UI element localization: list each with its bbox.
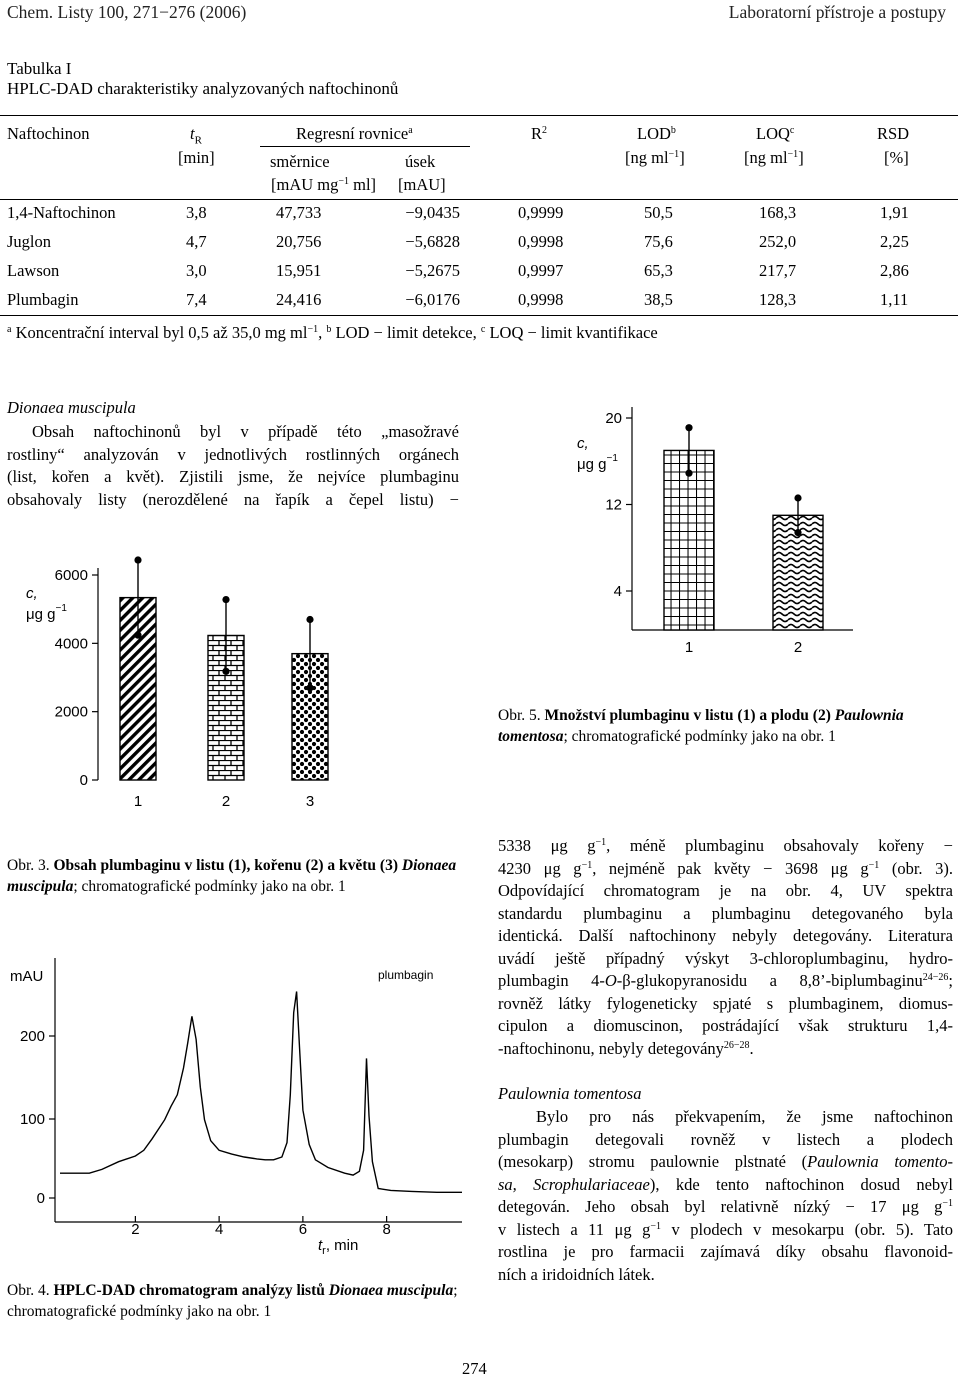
cell-usek: −9,0435	[405, 203, 460, 222]
col-header-loq-unit: [ng $ml^{-1}$]	[744, 148, 804, 167]
page-number: 274	[462, 1359, 487, 1378]
obr5-ylabel: c,	[577, 435, 589, 452]
cell-usek: −5,6828	[405, 232, 460, 251]
error-cap-top	[222, 596, 229, 603]
cell-r2: 0,9997	[518, 261, 564, 280]
y-tick-label: 100	[19, 1111, 45, 1128]
cell-tr: 7,4	[186, 290, 207, 309]
cell-loq: 168,3	[759, 203, 797, 222]
regresni-subrule	[260, 146, 470, 147]
x-tick-label: 8	[382, 1221, 391, 1238]
paragraph-line: sa, Scrophulariaceae), kde tento naftochinon dosud nebyl	[498, 1174, 953, 1194]
cell-rsd: 1,91	[880, 203, 909, 222]
cell-r2: 0,9999	[518, 203, 564, 222]
y-tick-label: 4000	[54, 635, 88, 653]
axes	[55, 567, 98, 789]
col-header-r2: $R^2$	[531, 124, 548, 143]
paragraph-line: Bylo pro nás překvapením, že jsme naftochinon	[536, 1107, 953, 1126]
x-tick-label: 2	[793, 639, 803, 656]
obr4-chromatogram	[0, 940, 470, 1270]
col-header-usek: úsek	[405, 152, 436, 171]
obr5-caption: Obr. 5. Množství plumbaginu v listu (1) a plodu (2) Paulownia tomentosa; chromatografické podmínky jako na obr. 1	[498, 707, 904, 745]
cell-name: Plumbagin	[7, 290, 79, 309]
paragraph-line: (list, kořen a květ). Zjistili jsme, že nejvíce plumbaginu	[7, 467, 459, 486]
cell-smernice: 20,756	[276, 232, 322, 251]
cell-rsd: 2,25	[880, 232, 909, 251]
dionaea-paragraph	[7, 421, 459, 511]
axes	[20, 958, 462, 1238]
x-tick-label: 3	[305, 793, 315, 810]
cell-tr: 4,7	[186, 232, 207, 251]
col-header-rsd-unit: [%]	[884, 148, 909, 167]
error-cap-top	[306, 616, 313, 623]
x-tick-label: 1	[133, 793, 143, 810]
table-caption-title: Tabulka I	[7, 59, 72, 78]
section-heading-paulownia: Paulownia tomentosa	[498, 1084, 642, 1103]
paragraph-line: identická. Další naftochinony nebyly detegovány. Literatura	[498, 926, 953, 945]
error-cap-top	[685, 424, 692, 431]
cell-name: 1,4-Naftochinon	[7, 203, 116, 222]
cell-name: Lawson	[7, 261, 60, 280]
table-row	[0, 261, 958, 290]
cell-smernice: 47,733	[276, 203, 322, 222]
paragraph-line: Odpovídající chromatogram je na obr. 4, UV spektra	[498, 881, 953, 900]
error-cap-bottom	[794, 529, 801, 536]
paragraph-line: ních a iridoidních látek.	[498, 1264, 655, 1284]
table-top-rule	[0, 115, 958, 116]
running-header-right: Laboratorní přístroje a postupy	[728, 2, 946, 22]
bars	[664, 424, 823, 656]
y-tick-label: 0	[79, 772, 88, 789]
table-row	[0, 203, 958, 232]
error-cap-bottom	[222, 668, 229, 675]
y-tick-label: 6000	[54, 567, 88, 584]
paragraph-line: -naftochinonu, nebyly detegovány$^{26-28}$.	[498, 1038, 754, 1058]
cell-smernice: 15,951	[276, 261, 322, 280]
cell-lod: 38,5	[644, 290, 673, 309]
obr3-ylabel-unit: μg $g^{-1}$	[26, 603, 67, 623]
cell-rsd: 2,86	[880, 261, 909, 280]
cell-loq: 128,3	[759, 290, 797, 309]
paragraph-line: standardu plumbaginu a plumbaginu detegovaného byla	[498, 903, 953, 923]
col-header-tr: $t_R$	[190, 124, 202, 147]
cell-name: Juglon	[7, 232, 52, 251]
paragraph-line: obsahovaly listy (nerozdělené na řapík a čepel listu) −	[7, 489, 459, 509]
cell-tr: 3,0	[186, 261, 207, 280]
chromatogram-trace	[60, 992, 462, 1193]
error-cap-top	[134, 556, 141, 563]
obr5-ylabel-unit: μg $g^{-1}$	[577, 453, 618, 473]
cell-r2: 0,9998	[518, 290, 564, 309]
cell-tr: 3,8	[186, 203, 207, 222]
error-cap-bottom	[685, 470, 692, 477]
bars	[120, 556, 328, 810]
table-footnote: $^a$ Koncentrační interval byl 0,5 až 35,0 mg $ml^{-1}$, $^b$ LOD − limit detekce, $^c$ LOQ − limit kvantifikace	[7, 323, 658, 342]
col-header-lod: LOD$^b$	[637, 124, 676, 143]
paulownia-paragraph	[498, 1106, 953, 1286]
table-row	[0, 232, 958, 261]
cell-rsd: 1,11	[880, 290, 909, 309]
running-header-left: Chem. Listy 100, 271−276 (2006)	[7, 2, 247, 22]
y-tick-label: 0	[36, 1190, 45, 1207]
obr3-caption: Obr. 3. Obsah plumbaginu v listu (1), kořenu (2) a květu (3) Dionaea muscipula; chromatografické podmínky jako na obr. 1	[7, 857, 457, 895]
col-header-naftochinon: Naftochinon	[7, 124, 90, 143]
col-header-lod-unit: [ng $ml^{-1}$]	[625, 148, 685, 167]
obr4-ylabel: mAU	[10, 968, 44, 985]
error-cap-bottom	[306, 684, 313, 691]
paragraph-line: Obsah naftochinonů byl v případě této „masožravé	[32, 422, 459, 441]
table-caption-text: HPLC-DAD charakteristiky analyzovaných naftochinonů	[7, 79, 399, 98]
paragraph-line: cipulon a diomuscinon, postrádající však strukturu 1,4-	[498, 1016, 953, 1035]
paragraph-line: (mesokarp) stromu paulownie plstnaté (Paulownia tomento-	[498, 1152, 953, 1171]
table-bottom-rule	[0, 315, 958, 316]
x-tick-label: 2	[221, 793, 231, 810]
cell-smernice: 24,416	[276, 290, 322, 309]
y-tick-label: 4	[613, 583, 622, 600]
error-cap-bottom	[134, 632, 141, 639]
col-header-tr-unit: [min]	[178, 148, 215, 167]
body-paragraph-results	[498, 835, 953, 1060]
obr4-xlabel: $t_r$, min	[318, 1237, 359, 1257]
paragraph-line: 4230 μg $g^{-1}$, nejméně pak květy − 3698 μg $g^{-1}$ (obr. 3).	[498, 858, 953, 878]
peak-annotation: plumbagin	[378, 968, 434, 982]
paragraph-line: detegován. Jeho obsah byl relativně nízký − 17 μg $g^{-1}$	[498, 1197, 953, 1216]
y-tick-label: 20	[605, 410, 622, 427]
cell-loq: 252,0	[759, 232, 797, 251]
cell-usek: −5,2675	[405, 261, 460, 280]
cell-lod: 75,6	[644, 232, 673, 251]
paragraph-line: uvádí ještě případný výskyt 3-chloroplumbaginu, hydro-	[498, 948, 953, 968]
section-heading-dionaea: Dionaea muscipula	[7, 398, 136, 417]
error-cap-top	[794, 494, 801, 501]
bar	[664, 450, 714, 630]
table-header-rule	[0, 199, 958, 200]
paragraph-line: plumbagin 4-O-β-glukopyranosidu a 8,8’-biplumbaginu$^{24-26}$;	[498, 971, 954, 990]
cell-r2: 0,9998	[518, 232, 564, 251]
x-tick-label: 1	[684, 639, 694, 656]
cell-loq: 217,7	[759, 261, 797, 280]
paragraph-line: rovněž látky fylogeneticky spjaté s plumbaginem, diomus-	[498, 993, 953, 1013]
x-tick-label: 6	[298, 1221, 308, 1238]
paragraph-line: rostlina je pro farmacii zajímavá díky obsahu flavonoid-	[498, 1242, 953, 1261]
cell-lod: 50,5	[644, 203, 673, 222]
obr3-bar-chart	[0, 550, 470, 820]
cell-lod: 65,3	[644, 261, 673, 280]
paragraph-line: plumbagin detegovali rovněž v listech a plodech	[498, 1129, 953, 1149]
col-header-usek-unit: [mAU]	[398, 175, 446, 194]
y-tick-label: 200	[19, 1028, 45, 1045]
col-header-smernice: směrnice	[270, 152, 330, 171]
paragraph-line: rostliny“ analyzován v jednotlivých rostlinných orgánech	[7, 444, 459, 464]
paragraph-line: v listech a 11 μg $g^{-1}$ v plodech v mesokarpu (obr. 5). Tato	[498, 1219, 953, 1239]
cell-usek: −6,0176	[405, 290, 460, 309]
col-header-smernice-unit: [mAU $mg^{-1}$ ml]	[271, 175, 377, 194]
x-tick-label: 4	[214, 1221, 224, 1238]
obr5-bar-chart	[560, 395, 870, 675]
y-tick-label: 12	[605, 496, 622, 514]
obr3-ylabel: c,	[26, 585, 38, 602]
col-header-regresni: Regresní rovnice$^a$	[296, 124, 413, 143]
y-tick-label: 2000	[54, 703, 88, 721]
col-header-loq: LOQ$^c$	[756, 124, 795, 143]
obr4-caption: Obr. 4. HPLC-DAD chromatogram analýzy listů Dionaea muscipula; chromatografické podmínky jako na obr. 1	[7, 1282, 458, 1320]
paragraph-line: 5338 μg $g^{-1}$, méně plumbaginu obsahovaly kořeny −	[498, 836, 953, 855]
x-tick-label: 2	[131, 1221, 140, 1238]
col-header-rsd: RSD	[877, 124, 910, 143]
